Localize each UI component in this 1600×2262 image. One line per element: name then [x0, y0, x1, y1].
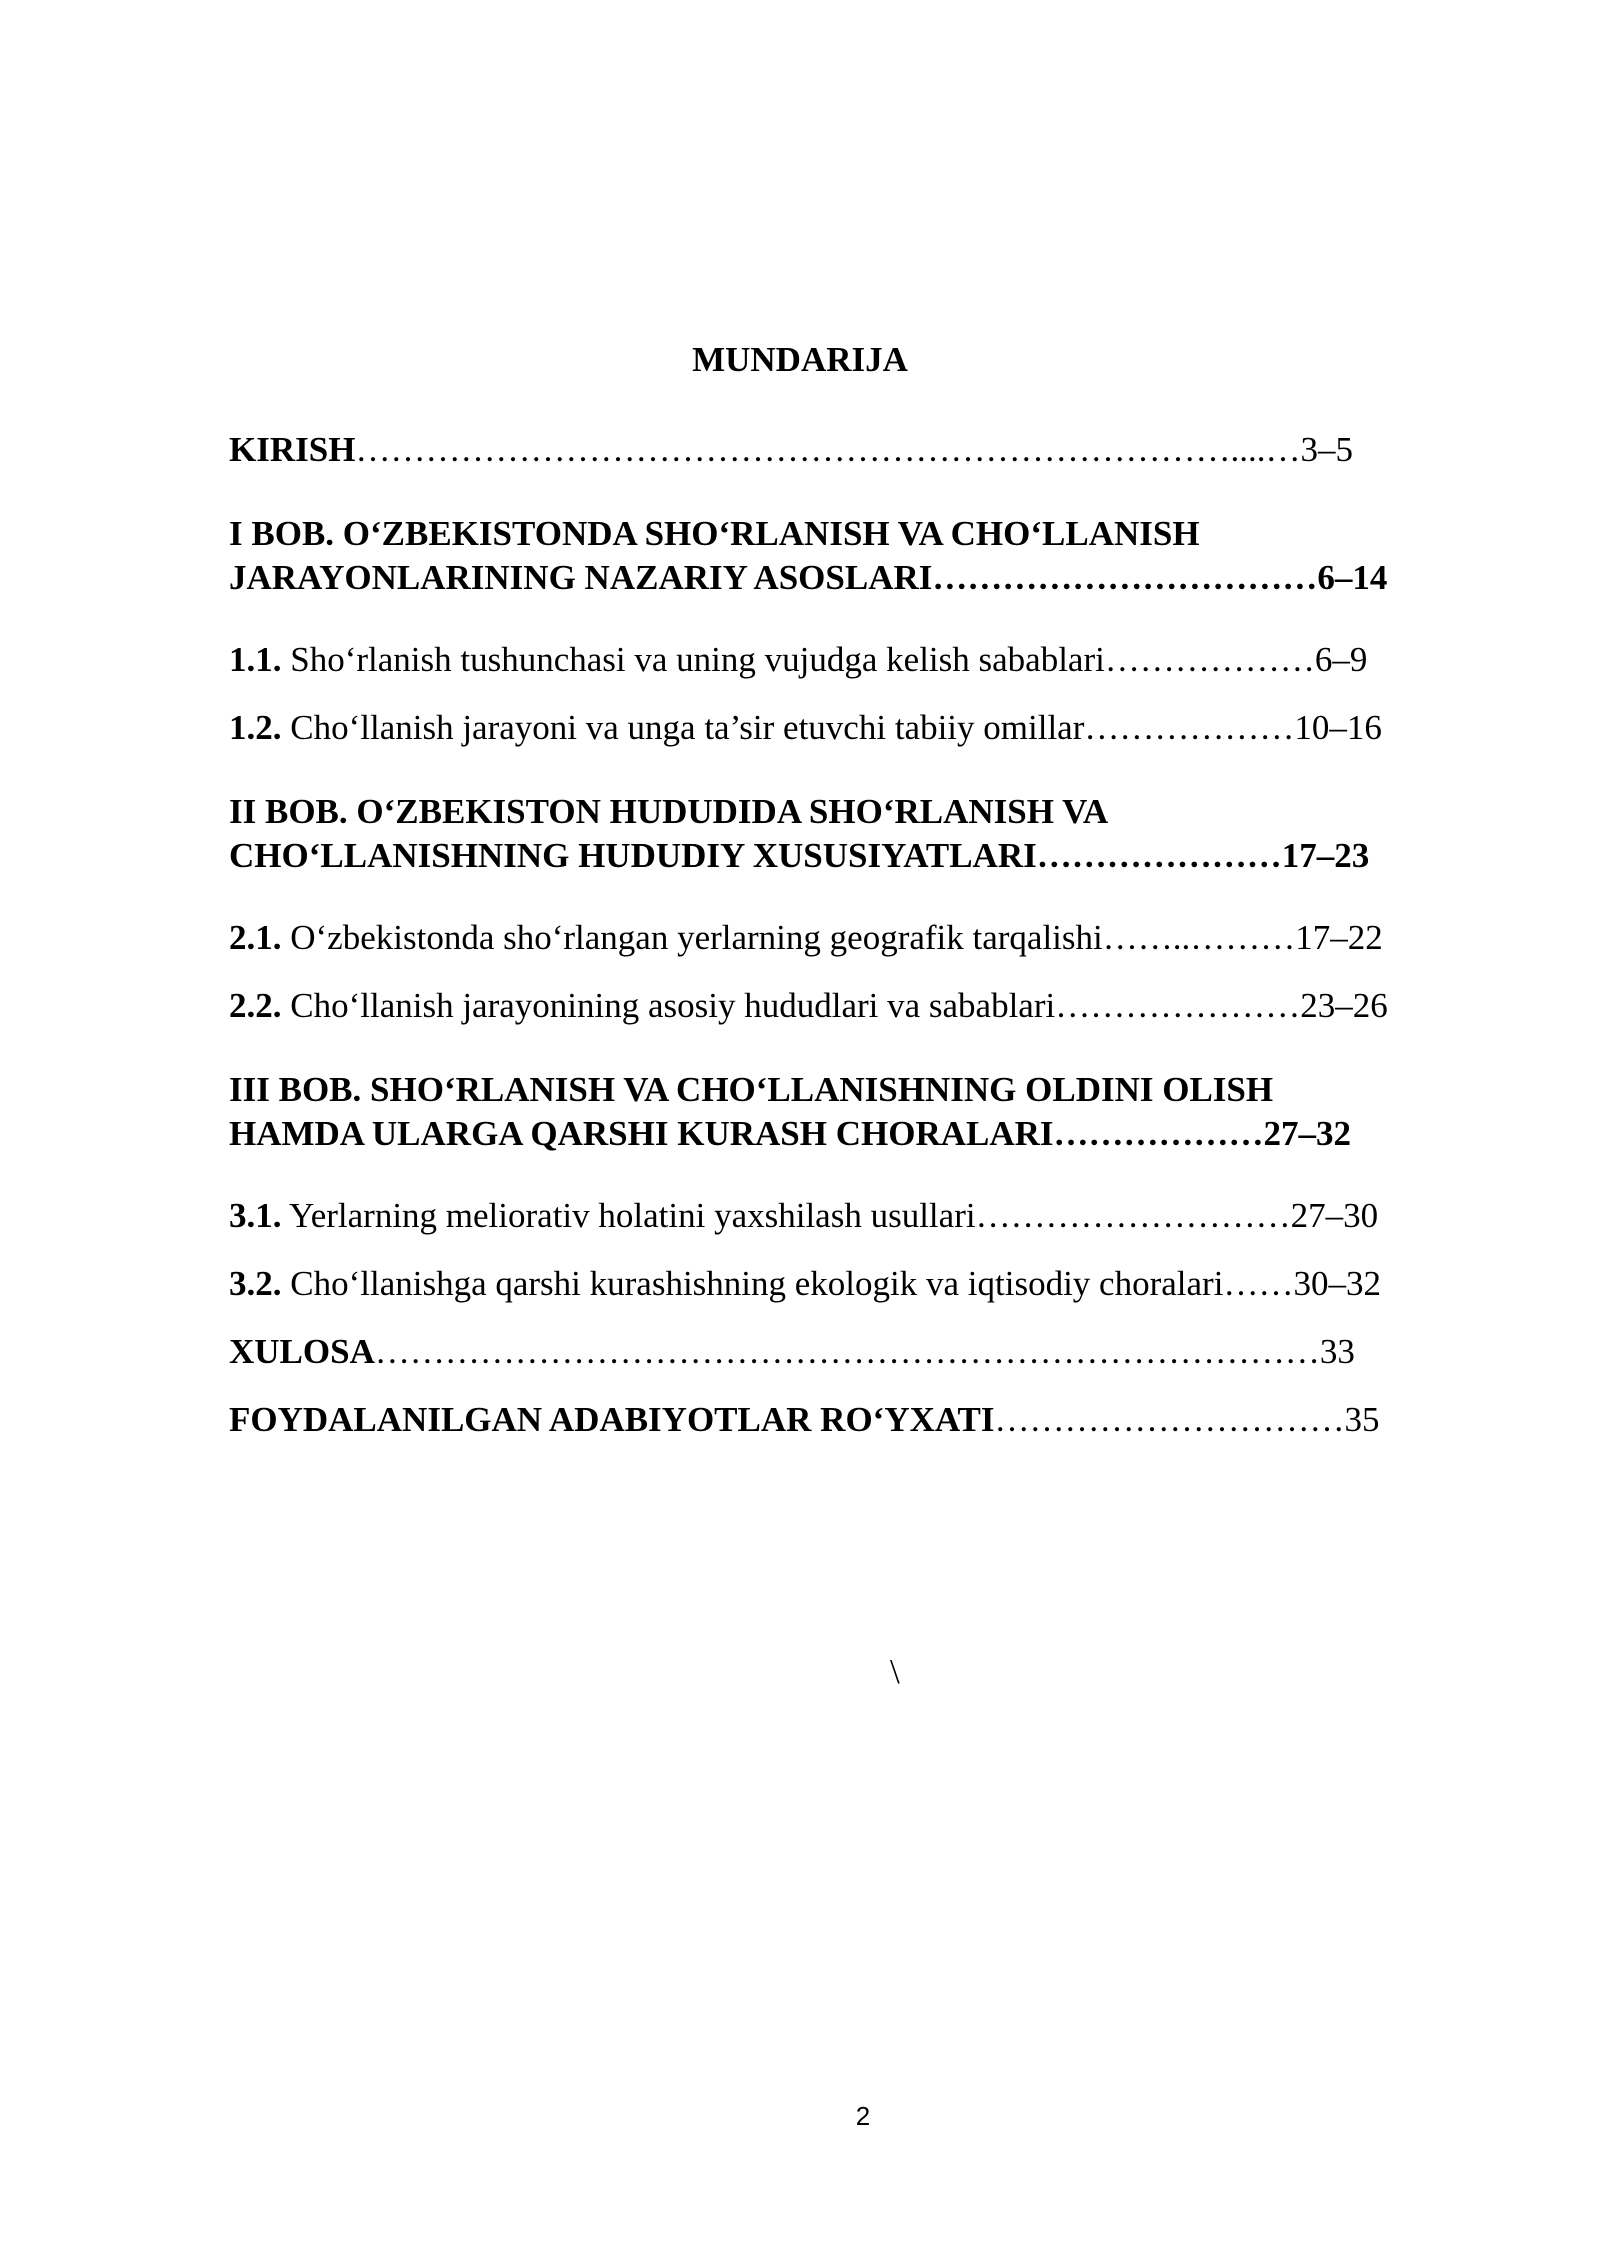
- toc-section-label: Sho‘rlanish tushunchasi va uning vujudga kelish sabablari: [281, 640, 1105, 679]
- toc-section-2-1[interactable]: [229, 916, 1383, 960]
- toc-leader: ……………………………: [932, 558, 1318, 597]
- toc-section-number: 2.2.: [229, 986, 282, 1025]
- toc-chapter-title: HAMDA ULARGA QARSHI KURASH CHORALARI: [229, 1114, 1054, 1153]
- toc-chapter-title: III BOB. SHO‘RLANISH VA CHO‘LLANISHNING OLDINI OLISH: [229, 1070, 1274, 1109]
- toc-chapter-2-line2[interactable]: [229, 834, 1369, 878]
- toc-leader: ………………: [1084, 708, 1295, 747]
- toc-section-label: Cho‘llanish jarayonining asosiy hududlari va sabablari: [281, 986, 1056, 1025]
- toc-leader: ………………………: [975, 1196, 1291, 1235]
- toc-chapter-2-line1[interactable]: [229, 790, 1108, 834]
- toc-section-number: 1.2.: [229, 708, 282, 747]
- toc-section-number: 3.2.: [229, 1264, 282, 1303]
- toc-page-range: 6–9: [1314, 640, 1368, 679]
- toc-page-range: 17–23: [1281, 836, 1370, 875]
- toc-section-3-1[interactable]: [229, 1194, 1378, 1238]
- toc-page-range: 27–32: [1263, 1114, 1352, 1153]
- toc-chapter-1-line2[interactable]: [229, 556, 1387, 600]
- toc-section-2-2[interactable]: [229, 984, 1388, 1028]
- toc-page-range: 17–22: [1295, 918, 1383, 957]
- toc-section-number: 1.1.: [229, 640, 282, 679]
- toc-section-number: 2.1.: [229, 918, 282, 957]
- toc-leader: …………………………: [994, 1400, 1345, 1439]
- toc-page-range: 6–14: [1317, 558, 1388, 597]
- toc-entry-label: XULOSA: [229, 1332, 375, 1371]
- toc-leader: ………………: [1053, 1114, 1264, 1153]
- toc-page-range: 23–26: [1300, 986, 1388, 1025]
- toc-page-range: 33: [1319, 1332, 1355, 1371]
- toc-section-label: O‘zbekistonda sho‘rlangan yerlarning geografik tarqalishi: [281, 918, 1103, 957]
- toc-entry-label: KIRISH: [229, 430, 356, 469]
- toc-leader: …………………………………………………………………....…: [355, 430, 1301, 469]
- toc-leader: …………………: [1036, 836, 1282, 875]
- toc-chapter-3-line1[interactable]: [229, 1068, 1273, 1112]
- stray-backslash-mark: \: [890, 1652, 900, 1691]
- toc-section-1-1[interactable]: [229, 638, 1367, 682]
- toc-leader: …………………: [1055, 986, 1301, 1025]
- page-title: MUNDARIJA: [692, 340, 908, 379]
- toc-leader: ……..………: [1102, 918, 1296, 957]
- toc-entry-references[interactable]: [229, 1398, 1380, 1442]
- toc-chapter-3-line2[interactable]: [229, 1112, 1351, 1156]
- toc-section-label: Cho‘llanishga qarshi kurashishning ekologik va iqtisodiy choralari: [281, 1264, 1224, 1303]
- toc-page-range: 3–5: [1300, 430, 1353, 469]
- toc-leader: ………………: [1104, 640, 1315, 679]
- toc-leader: ……: [1223, 1264, 1294, 1303]
- page-number: 2: [855, 2101, 871, 2131]
- toc-chapter-title: II BOB. O‘ZBEKISTON HUDUDIDA SHO‘RLANISH VA: [229, 792, 1109, 831]
- toc-page-range: 27–30: [1290, 1196, 1379, 1235]
- toc-entry-kirish[interactable]: [229, 428, 1353, 472]
- toc-entry-xulosa[interactable]: [229, 1330, 1355, 1374]
- toc-chapter-title: JARAYONLARINING NAZARIY ASOSLARI: [229, 558, 933, 597]
- toc-page-range: 10–16: [1294, 708, 1382, 747]
- toc-section-3-2[interactable]: [229, 1262, 1381, 1306]
- toc-leader: ………………………………………………………………………: [374, 1332, 1320, 1371]
- toc-page-range: 35: [1344, 1400, 1380, 1439]
- toc-page-range: 30–32: [1293, 1264, 1381, 1303]
- toc-section-1-2[interactable]: [229, 706, 1382, 750]
- toc-entry-label: FOYDALANILGAN ADABIYOTLAR RO‘YXATI: [229, 1400, 995, 1439]
- toc-chapter-1-line1[interactable]: [229, 512, 1200, 556]
- toc-chapter-title: CHO‘LLANISHNING HUDUDIY XUSUSIYATLARI: [229, 836, 1037, 875]
- toc-section-number: 3.1.: [229, 1196, 282, 1235]
- toc-section-label: Yerlarning meliorativ holatini yaxshilash usullari: [281, 1196, 976, 1235]
- toc-chapter-title: I BOB. O‘ZBEKISTONDA SHO‘RLANISH VA CHO‘LLANISH: [229, 514, 1200, 553]
- toc-section-label: Cho‘llanish jarayoni va unga ta’sir etuvchi tabiiy omillar: [281, 708, 1085, 747]
